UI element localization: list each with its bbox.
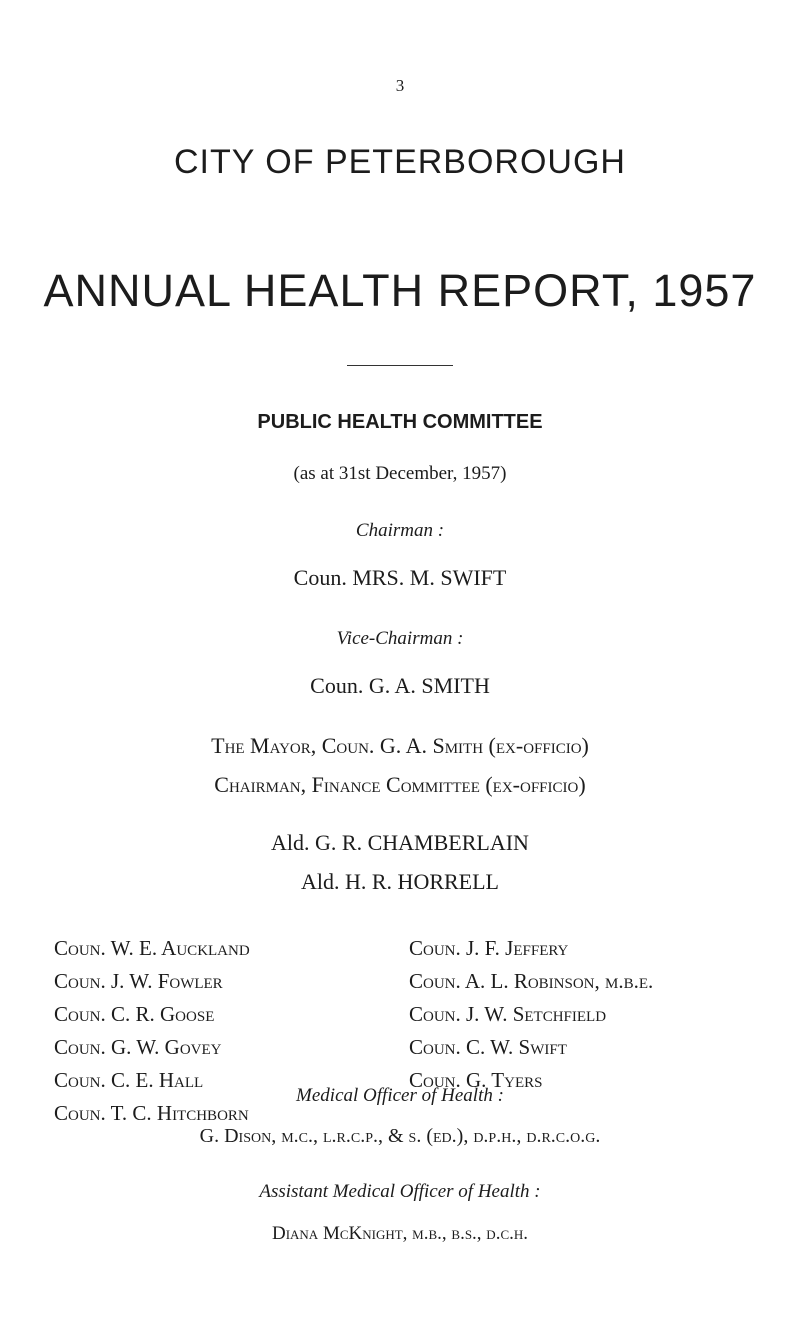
chairman-label: Chairman : <box>355 520 445 541</box>
councillor: Coun. T. C. Hitchborn <box>54 1101 249 1125</box>
ex-officio-member: The Mayor, Coun. G. A. Smith (ex-officio) <box>211 733 589 758</box>
medical-officer-name: G. Dison, m.c., l.r.c.p., & s. (ed.), d.p.h., d.r.c.o.g. <box>199 1125 601 1147</box>
councillor: Coun. C. E. Hall <box>54 1068 204 1092</box>
councillor: Coun. J. F. Jeffery <box>409 936 569 960</box>
alderman: Ald. G. R. CHAMBERLAIN <box>271 830 529 855</box>
assistant-medical-officer-name: Diana McKnight, m.b., b.s., d.c.h. <box>271 1223 528 1244</box>
committee-title: PUBLIC HEALTH COMMITTEE <box>257 411 543 433</box>
committee-date: (as at 31st December, 1957) <box>293 463 507 484</box>
councillor: Coun. C. W. Swift <box>409 1035 567 1059</box>
city-title: CITY OF PETERBOROUGH <box>174 143 626 181</box>
councillor: Coun. J. W. Setchfield <box>409 1002 607 1026</box>
councillor: Coun. G. Tyers <box>409 1068 543 1092</box>
chairman-name: Coun. MRS. M. SWIFT <box>293 565 507 590</box>
report-title: ANNUAL HEALTH REPORT, 1957 <box>43 265 757 316</box>
assistant-medical-officer-label: Assistant Medical Officer of Health : <box>259 1181 541 1202</box>
alderman: Ald. H. R. HORRELL <box>301 869 499 894</box>
councillor: Coun. W. E. Auckland <box>54 936 250 960</box>
page-number: 3 <box>395 76 405 95</box>
councillor: Coun. G. W. Govey <box>54 1035 222 1059</box>
vice-chairman-name: Coun. G. A. SMITH <box>310 673 490 698</box>
councillor: Coun. J. W. Fowler <box>54 969 223 993</box>
councillor: Coun. A. L. Robinson, m.b.e. <box>409 969 654 993</box>
ex-officio-member: Chairman, Finance Committee (ex-officio) <box>214 772 586 797</box>
councillor: Coun. C. R. Goose <box>54 1002 215 1026</box>
medical-officer-label: Medical Officer of Health : <box>296 1085 504 1106</box>
vice-chairman-label: Vice-Chairman : <box>336 628 464 649</box>
